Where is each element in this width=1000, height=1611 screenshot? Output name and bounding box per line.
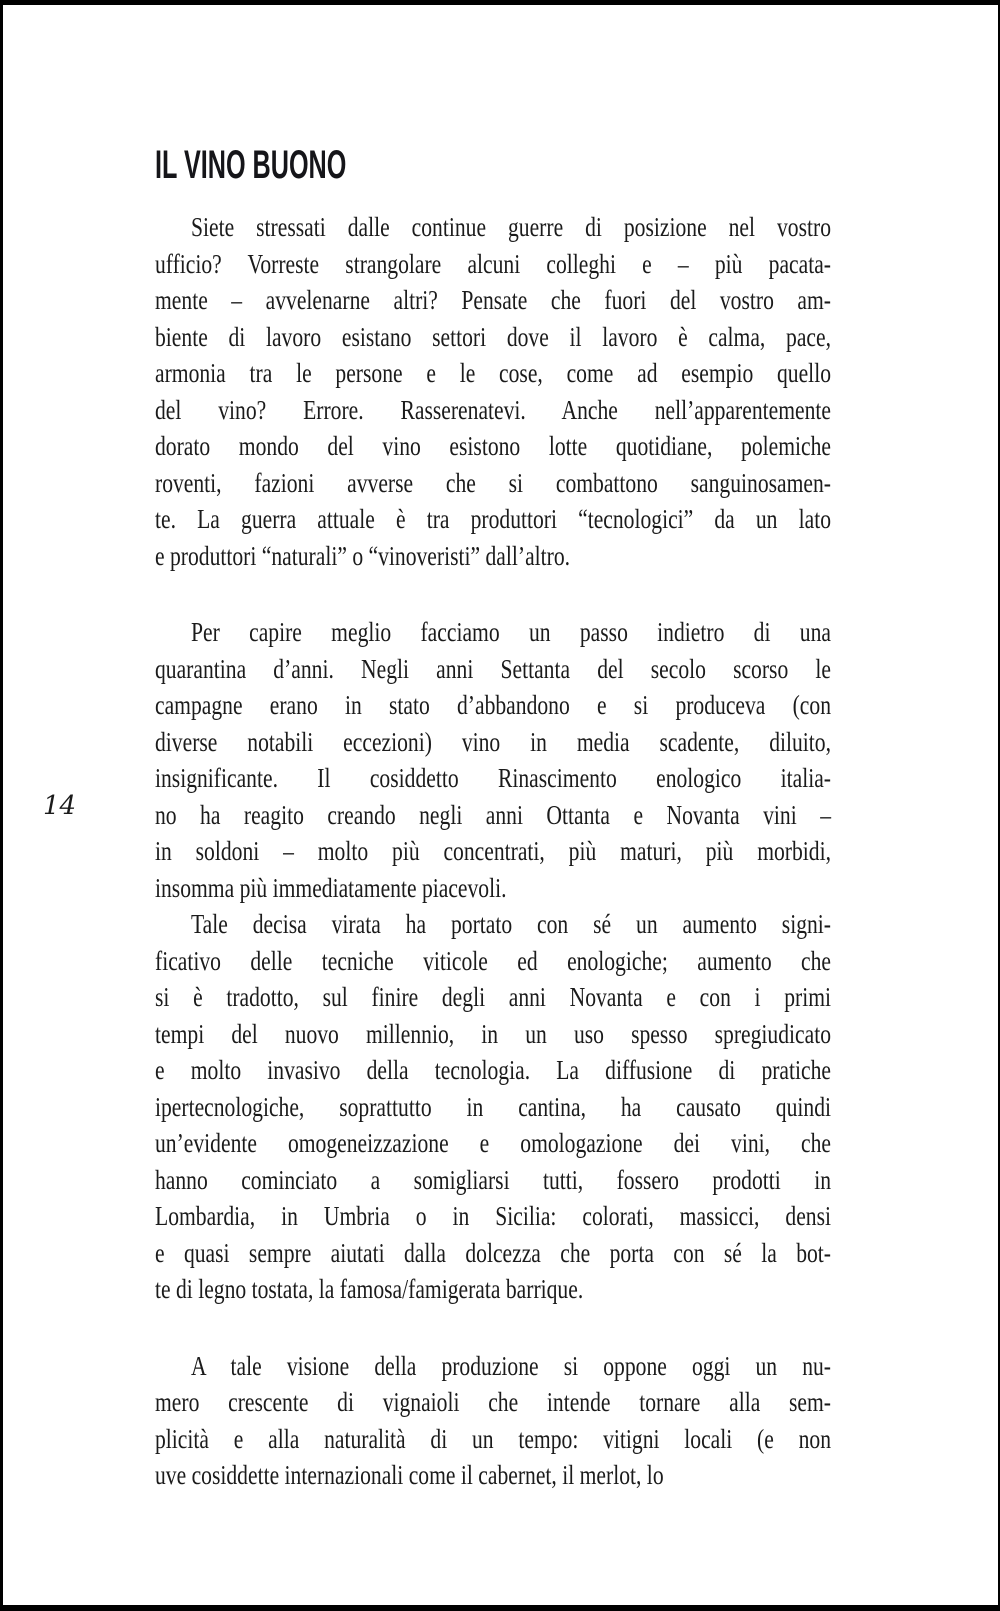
text-line: roventi, fazioni avverse che si combattono sanguinosamen- xyxy=(155,467,831,498)
text-line: te di legno tostata, la famosa/famigerata barrique. xyxy=(155,1274,584,1304)
text-line: si è tradotto, sul finire degli anni Novanta e con i primi xyxy=(155,982,831,1012)
text-line: A tale visione della produzione si oppone oggi un nu- xyxy=(191,1350,831,1381)
text-line: Lombardia, in Umbria o in Sicilia: colorati, massicci, densi xyxy=(155,1201,831,1231)
text-line: in soldoni – molto più concentrati, più maturi, più morbidi, xyxy=(155,836,831,866)
body-text xyxy=(155,209,831,1494)
text-line: dorato mondo del vino esistono lotte quotidiane, polemiche xyxy=(155,431,831,461)
text-line: Siete stressati dalle continue guerre di posizione nel vostro xyxy=(191,212,831,242)
text-line: mero crescente di vignaioli che intende tornare alla sem- xyxy=(155,1387,831,1417)
text-line: tempi del nuovo millennio, in un uso spesso spregiudicato xyxy=(155,1018,831,1049)
text-line: ipertecnologiche, soprattutto in cantina, ha causato quindi xyxy=(155,1091,831,1122)
text-line: mente – avvelenarne altri? Pensate che fuori del vostro am- xyxy=(155,285,831,315)
text-line: e produttori “naturali” o “vinoveristi” dall’altro. xyxy=(155,540,571,571)
text-line: plicità e alla naturalità di un tempo: vitigni locali (e non xyxy=(155,1423,831,1454)
text-line: ufficio? Vorreste strangolare alcuni colleghi e – più pacata- xyxy=(155,248,831,279)
text-line: diverse notabili eccezioni) vino in media scadente, diluito, xyxy=(155,726,831,757)
text-line: campagne erano in stato d’abbandono e si produceva (con xyxy=(155,690,831,720)
text-line: quarantina d’anni. Negli anni Settanta del secolo scorso le xyxy=(155,653,831,684)
text-line: armonia tra le persone e le cose, come ad esempio quello xyxy=(155,358,831,388)
text-line: no ha reagito creando negli anni Ottanta e Novanta vini – xyxy=(155,799,831,830)
text-line: del vino? Errore. Rasserenatevi. Anche nell’apparentemente xyxy=(155,394,831,425)
paragraph xyxy=(155,614,831,906)
paragraph xyxy=(155,1348,831,1494)
paragraph xyxy=(155,906,831,1308)
paragraph xyxy=(155,209,831,574)
text-line: e quasi sempre aiutati dalla dolcezza che porta con sé la bot- xyxy=(155,1237,831,1268)
text-line: e molto invasivo della tecnologia. La diffusione di pratiche xyxy=(155,1055,831,1085)
text-line: hanno cominciato a somigliarsi tutti, fossero prodotti in xyxy=(155,1164,831,1195)
text-line: uve cosiddette internazionali come il cabernet, il merlot, lo xyxy=(155,1460,664,1490)
text-line: Tale decisa virata ha portato con sé un aumento signi- xyxy=(191,909,831,939)
text-line: un’evidente omogeneizzazione e omologazione dei vini, che xyxy=(155,1128,831,1158)
text-line: insignificante. Il cosiddetto Rinascimento enologico italia- xyxy=(155,763,831,793)
text-line: insomma più immediatamente piacevoli. xyxy=(155,872,507,903)
book-page xyxy=(3,5,998,1605)
chapter-title: IL VINO BUONO xyxy=(155,143,347,187)
page-number: 14 xyxy=(43,791,77,821)
text-line: Per capire meglio facciamo un passo indietro di una xyxy=(191,617,831,647)
text-line: biente di lavoro esistano settori dove il lavoro è calma, pace, xyxy=(155,321,831,352)
text-line: ficativo delle tecniche viticole ed enologiche; aumento che xyxy=(155,945,831,976)
text-line: te. La guerra attuale è tra produttori “tecnologici” da un lato xyxy=(155,504,831,534)
